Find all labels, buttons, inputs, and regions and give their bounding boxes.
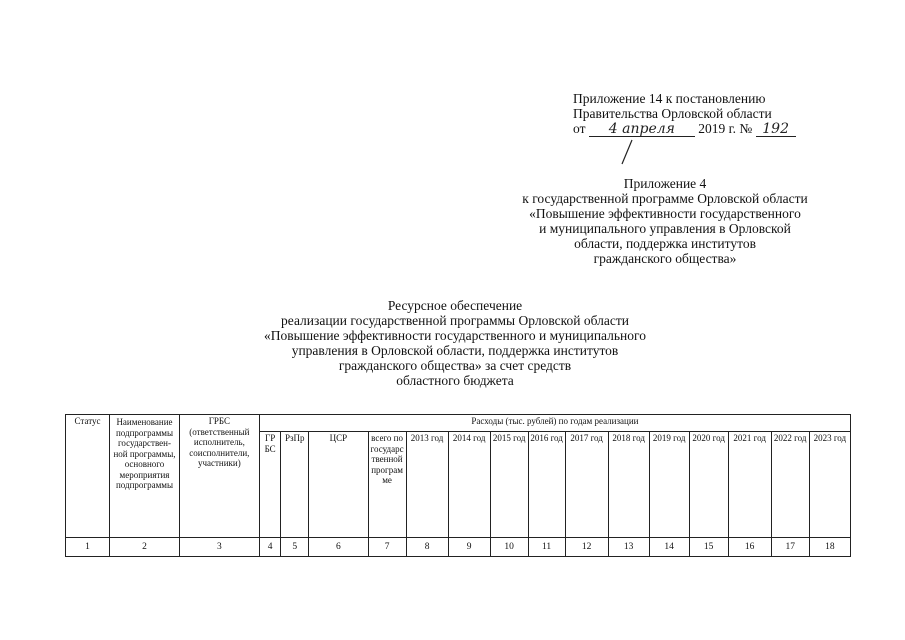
title-line: Ресурсное обеспечение [387,298,523,313]
subheader-year: 2018 год [608,432,649,538]
subheader-year: 2017 год [565,432,608,538]
subheader-year: 2015 год [490,432,528,538]
appendix-line: «Повышение эффективности государственного [529,206,801,221]
resource-table [65,414,851,557]
column-number: 3 [179,538,259,557]
column-number: 10 [490,538,528,557]
title-line: реализации государственной программы Орловской области [281,313,629,328]
approval-handwritten-number: 192 [756,123,796,137]
approval-date-line [573,121,833,137]
approval-ot: от [573,121,586,136]
approval-line-2: Правительства Орловской области [573,106,772,121]
column-number: 15 [689,538,728,557]
subheader-year: 2022 год [771,432,809,538]
subheader-year: 2020 год [689,432,728,538]
appendix-block [500,176,830,266]
subheader-total: всего по государственной программе [368,432,406,538]
title-line: управления в Орловской области, поддержка институтов [291,343,619,358]
column-number: 6 [309,538,369,557]
appendix-line: Приложение 4 [623,176,707,191]
approval-year: 2019 г. № [698,121,753,136]
subheader-year: 2014 год [448,432,490,538]
subheader-year: 2019 год [649,432,689,538]
column-number: 17 [771,538,809,557]
approval-line-1: Приложение 14 к постановлению [573,91,766,106]
column-number: 18 [809,538,850,557]
column-number: 14 [649,538,689,557]
column-number: 12 [565,538,608,557]
title-line: гражданского общества» за счет средств [338,358,572,373]
appendix-line: к государственной программе Орловской области [522,191,808,206]
appendix-line: области, поддержка институтов [574,236,756,251]
approval-block [573,91,833,137]
header-expenses: Расходы (тыс. рублей) по годам реализации [259,415,850,432]
approval-handwritten-date: 4 апреля [589,123,695,137]
appendix-line: гражданского общества» [593,251,737,266]
header-name: Наименование подпрограммы государствен-ной программы, основного мероприятия подпрограммы [110,415,180,538]
title-line: «Повышение эффективности государственного и муниципального [264,328,646,343]
subheader-csr: ЦСР [309,432,369,538]
column-number: 9 [448,538,490,557]
column-number: 2 [110,538,180,557]
column-number: 4 [259,538,281,557]
subheader-year: 2016 год [528,432,565,538]
title-line: областного бюджета [396,373,514,388]
column-number: 7 [368,538,406,557]
subheader-year: 2023 год [809,432,850,538]
subheader-rzpr: РзПр [281,432,309,538]
subheader-year: 2021 год [728,432,771,538]
appendix-line: и муниципального управления в Орловской [539,221,791,236]
column-number: 5 [281,538,309,557]
table-number-row [66,538,851,557]
subheader-year: 2013 год [406,432,448,538]
column-number: 1 [66,538,110,557]
column-number: 16 [728,538,771,557]
header-status: Статус [66,415,110,538]
signature-stroke [618,138,638,166]
column-number: 11 [528,538,565,557]
subheader-grbs: ГР БС [259,432,281,538]
column-number: 8 [406,538,448,557]
document-title [225,298,685,388]
column-number: 13 [608,538,649,557]
table-header-row [66,415,851,432]
header-grbs: ГРБС (ответственный исполнитель, соисполнители, участники) [179,415,259,538]
